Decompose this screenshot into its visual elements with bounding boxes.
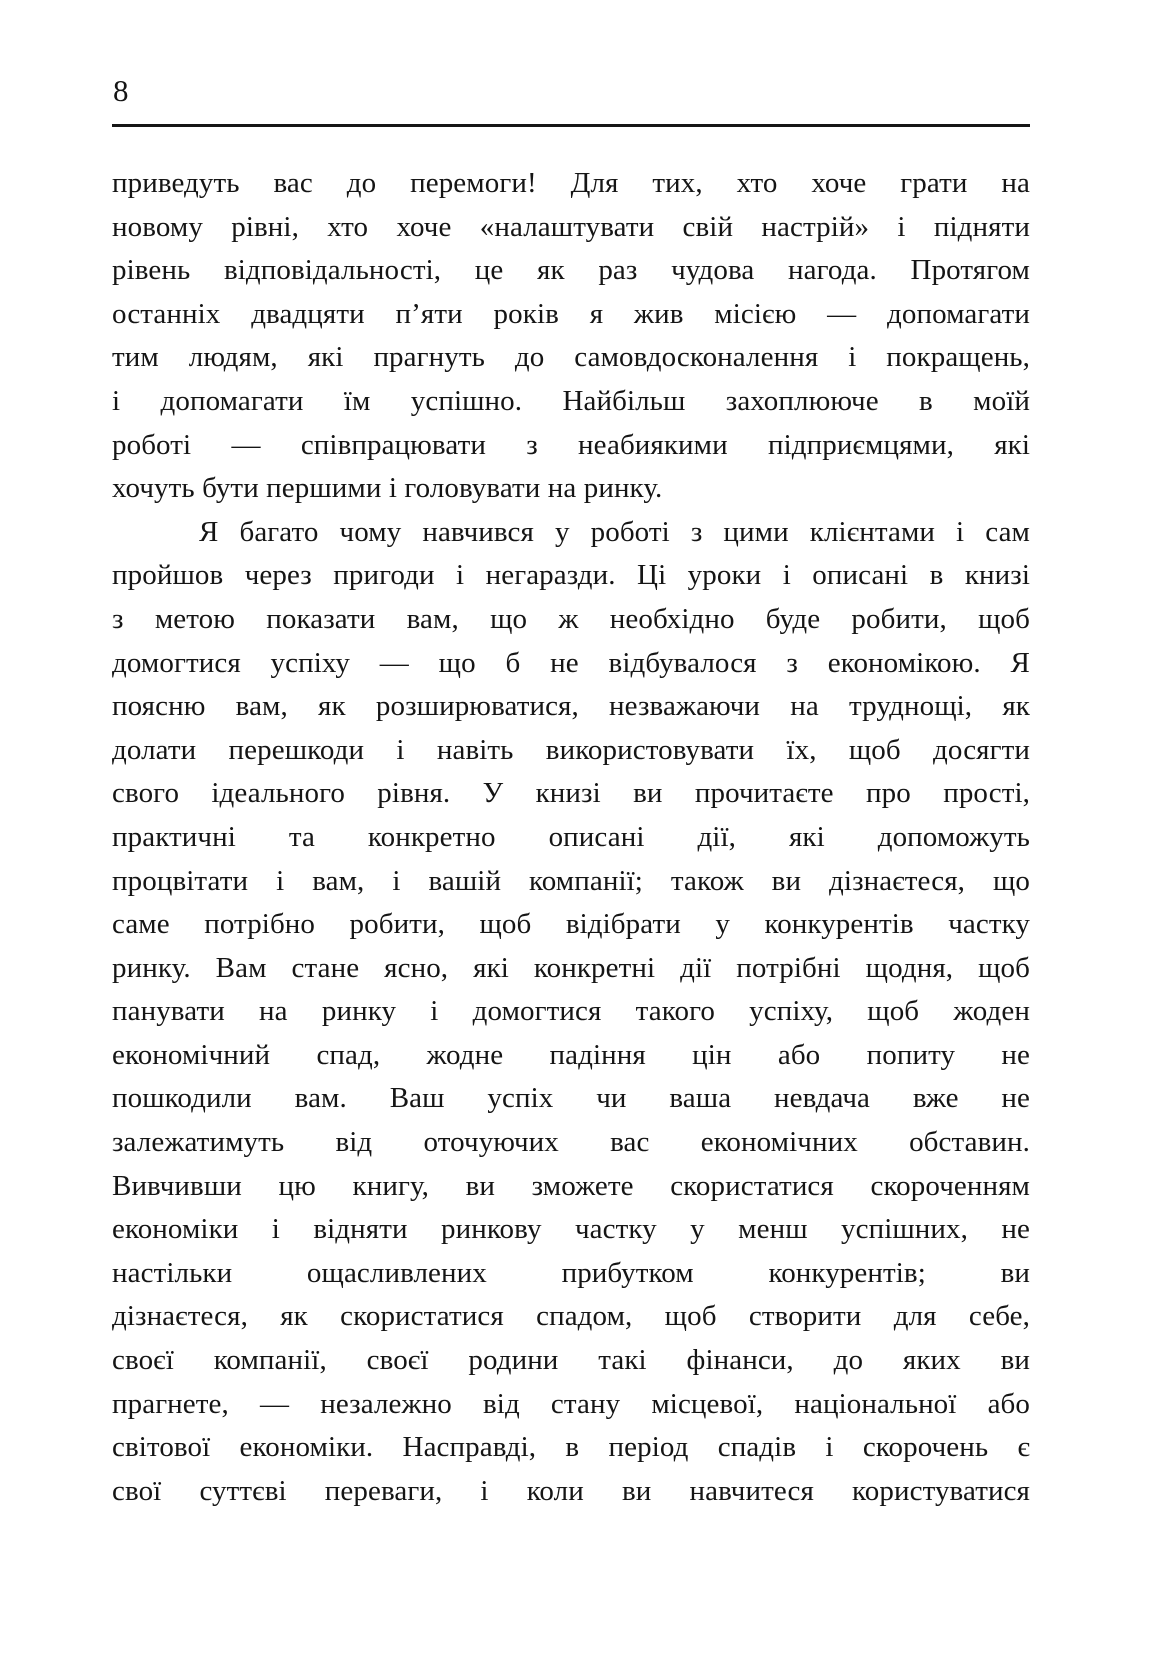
paragraph	[112, 162, 1030, 511]
text-line: ринку. Вам стане ясно, які конкретні дії потрібні щодня, щоб	[112, 951, 1030, 984]
text-line: Вивчивши цю книгу, ви зможете скористатися скороченням	[112, 1169, 1030, 1202]
text-line: тим людям, які прагнуть до самовдосконалення і покращень,	[112, 341, 1030, 374]
text-line: настільки ощасливлених прибутком конкурентів; ви	[112, 1256, 1030, 1289]
text-line: світової економіки. Насправді, в період спадів і скорочень є	[112, 1431, 1030, 1464]
text-line: свого ідеального рівня. У книзі ви прочитаєте про прості,	[112, 777, 1030, 810]
text-line: з метою показати вам, що ж необхідно буде робити, щоб	[112, 602, 1030, 635]
text-line: економічний спад, жодне падіння цін або попиту не	[112, 1038, 1030, 1071]
text-line: роботі — співпрацювати з неабиякими підприємцями, які	[112, 428, 1030, 461]
text-line: і допомагати їм успішно. Найбільш захоплююче в моїй	[112, 384, 1030, 417]
text-line: Я багато чому навчився у роботі з цими клієнтами і сам	[199, 515, 1030, 548]
text-line: свої суттєві переваги, і коли ви навчитеся користуватися	[112, 1474, 1030, 1507]
text-line: практичні та конкретно описані дії, які допоможуть	[112, 820, 1030, 853]
text-line: економіки і відняти ринкову частку у менш успішних, не	[112, 1213, 1030, 1246]
text-line: долати перешкоди і навіть використовувати їх, щоб досягти	[112, 733, 1030, 766]
text-line: дізнаєтеся, як скористатися спадом, щоб створити для себе,	[112, 1300, 1030, 1333]
text-line: хочуть бути першими і головувати на ринку.	[112, 472, 663, 505]
text-line: пройшов через пригоди і негаразди. Ці уроки і описані в книзі	[112, 559, 1030, 592]
text-line: прагнете, — незалежно від стану місцевої, національної або	[112, 1387, 1030, 1420]
text-line: саме потрібно робити, щоб відібрати у конкурентів частку	[112, 908, 1030, 941]
text-line: процвітати і вам, і вашій компанії; також ви дізнаєтеся, що	[112, 864, 1030, 897]
text-line: панувати на ринку і домогтися такого успіху, щоб жоден	[112, 995, 1030, 1028]
text-line: своєї компанії, своєї родини такі фінанси, до яких ви	[112, 1344, 1030, 1377]
text-block	[112, 162, 1030, 1513]
header-rule	[112, 124, 1030, 127]
text-line: залежатимуть від оточуючих вас економічних обставин.	[112, 1126, 1030, 1159]
text-line: новому рівні, хто хоче «налаштувати свій настрій» і підняти	[112, 210, 1030, 243]
page-number: 8	[113, 73, 129, 108]
text-line: пошкодили вам. Ваш успіх чи ваша невдача вже не	[112, 1082, 1030, 1115]
text-line: поясню вам, як розширюватися, незважаючи на труднощі, як	[112, 690, 1030, 723]
paragraph	[112, 511, 1030, 1514]
text-line: приведуть вас до перемоги! Для тих, хто хоче грати на	[112, 167, 1030, 199]
text-line: домогтися успіху — що б не відбувалося з економікою. Я	[112, 646, 1030, 679]
text-line: останніх двадцяти п’яти років я жив місією — допомагати	[112, 297, 1030, 330]
text-line: рівень відповідальності, це як раз чудова нагода. Протягом	[112, 254, 1030, 287]
